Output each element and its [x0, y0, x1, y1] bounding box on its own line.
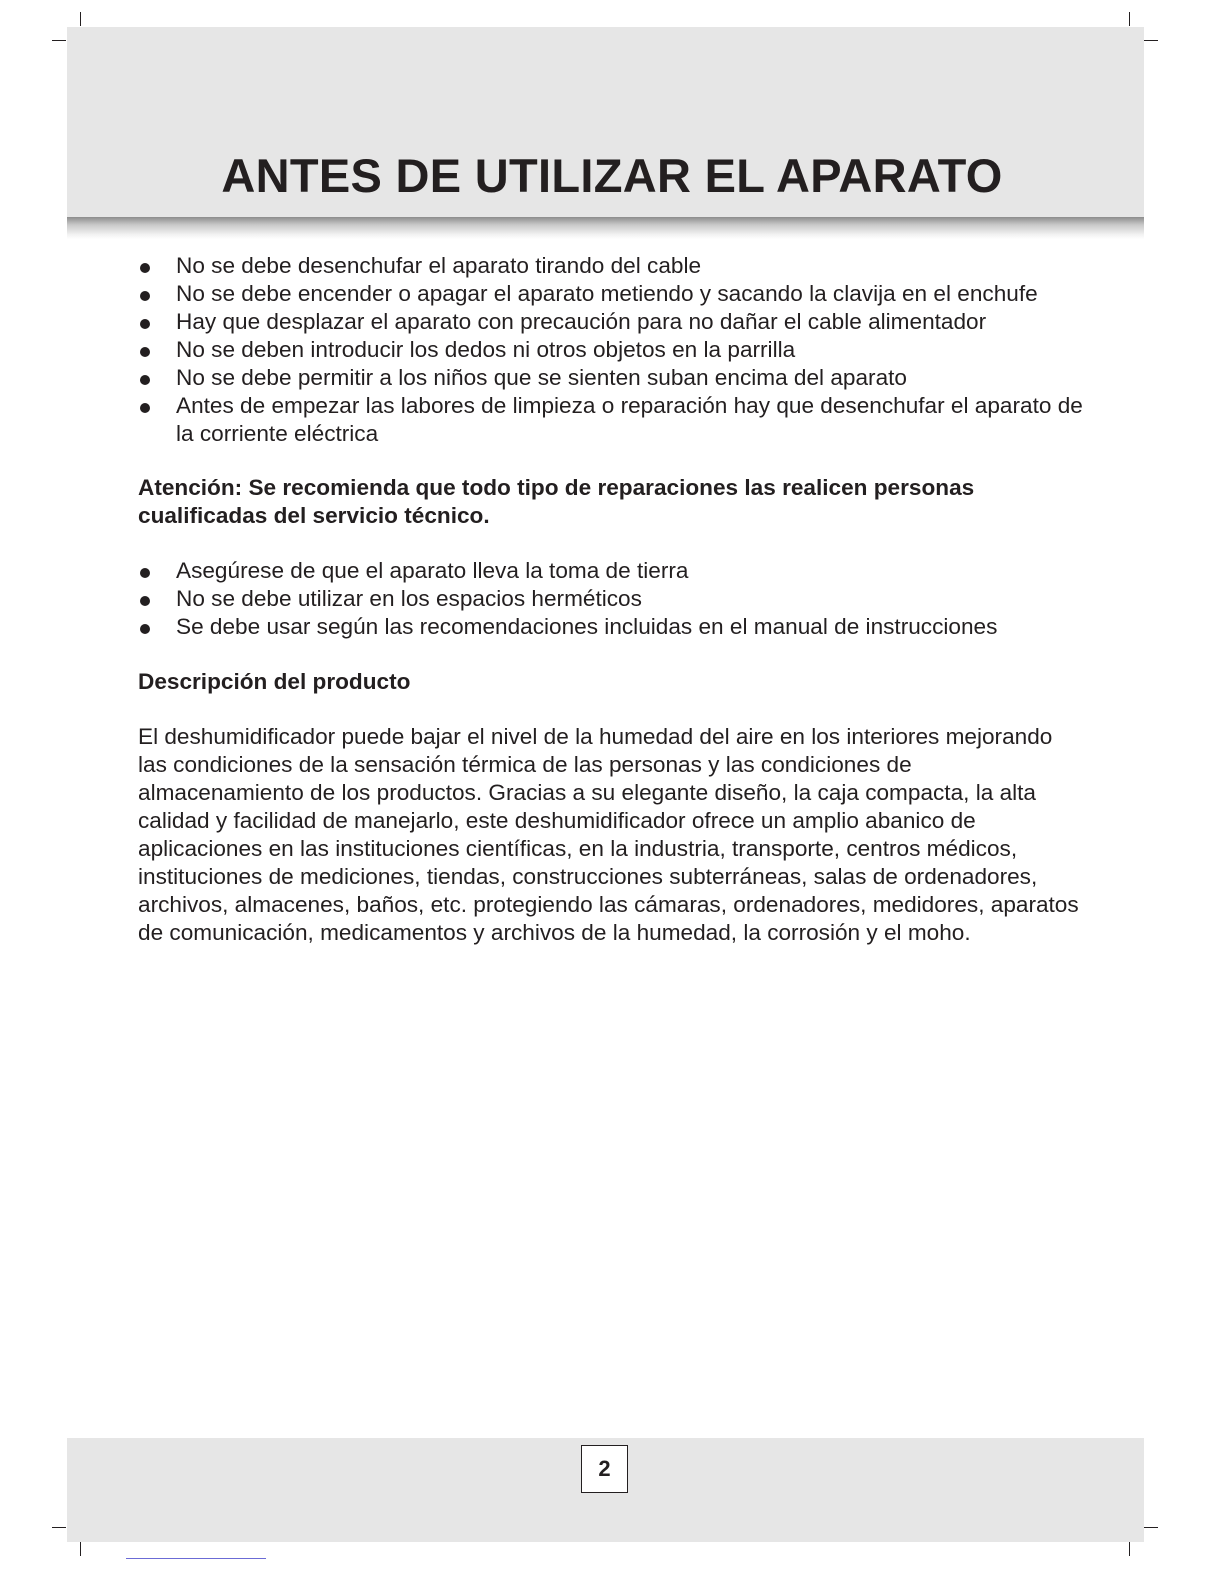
- bullet-icon: [140, 568, 150, 578]
- list-item: [138, 252, 1083, 280]
- list-item-text: Hay que desplazar el aparato con precaución para no dañar el cable alimentador: [176, 309, 987, 334]
- list-item: [138, 557, 1083, 585]
- list-item: [138, 336, 1083, 364]
- list-item-text: No se debe permitir a los niños que se sienten suban encima del aparato: [176, 365, 907, 390]
- list-item: [138, 364, 1083, 392]
- list-item-text: No se debe desenchufar el aparato tirando del cable: [176, 253, 702, 278]
- list-item: [138, 392, 1083, 448]
- bullet-icon: [140, 403, 150, 413]
- crop-mark-top-left-horizontal: [52, 40, 66, 41]
- bullet-icon: [140, 624, 150, 634]
- warning-text: Atención: Se recomienda que todo tipo de reparaciones las realicen personas cualificadas del servicio técnico.: [138, 475, 975, 528]
- header-shadow: [67, 217, 1144, 239]
- page-title: ANTES DE UTILIZAR EL APARATO: [221, 149, 1003, 202]
- list-item-text: Antes de empezar las labores de limpieza o reparación hay que desenchufar el aparato de la corriente eléctrica: [176, 393, 1083, 446]
- safety-list: [138, 252, 1083, 448]
- crop-mark-bottom-left-vertical: [80, 1542, 81, 1556]
- crop-mark-top-left-vertical: [80, 12, 81, 26]
- bullet-icon: [140, 319, 150, 329]
- crop-mark-top-right-horizontal: [1144, 40, 1158, 41]
- list-item-text: Se debe usar según las recomendaciones incluidas en el manual de instrucciones: [176, 614, 998, 639]
- crop-mark-bottom-right-vertical: [1129, 1542, 1130, 1556]
- list-item: [138, 585, 1083, 613]
- list-item: [138, 613, 1083, 641]
- list-item-text: No se deben introducir los dedos ni otros objetos en la parrilla: [176, 337, 796, 362]
- crop-mark-bottom-right-horizontal: [1144, 1527, 1158, 1528]
- list-item: [138, 280, 1083, 308]
- bullet-icon: [140, 263, 150, 273]
- bullet-icon: [140, 347, 150, 357]
- bullet-icon: [140, 291, 150, 301]
- bullet-icon: [140, 375, 150, 385]
- list-item-text: Asegúrese de que el aparato lleva la toma de tierra: [176, 558, 689, 583]
- list-item-text: No se debe utilizar en los espacios herméticos: [176, 586, 642, 611]
- crop-mark-bottom-left-horizontal: [52, 1527, 66, 1528]
- description-paragraph: El deshumidificador puede bajar el nivel de la humedad del aire en los interiores mejorando las condiciones de la sensación térmica de las personas y las condiciones de almacenamiento de los productos. Gracias a su elegante diseño, la caja compacta, la alta calidad y facilidad de manejarlo, este deshumidificador ofrece un amplio abanico de aplicaciones en las instituciones científicas, en la industria, transporte, centros médicos, instituciones de mediciones, tiendas, construcciones subterráneas, salas de ordenadores, archivos, almacenes, baños, etc. protegiendo las cámaras, ordenadores, medidores, aparatos de comunicación, medicamentos y archivos de la humedad, la corrosión y el moho.: [138, 724, 1079, 945]
- install-list: [138, 557, 1083, 641]
- main-content: [138, 252, 1083, 947]
- bullet-icon: [140, 596, 150, 606]
- list-item: [138, 308, 1083, 336]
- section-heading: Descripción del producto: [138, 669, 411, 694]
- page-number: 2: [581, 1445, 628, 1493]
- crop-mark-top-right-vertical: [1129, 12, 1130, 26]
- list-item-text: No se debe encender o apagar el aparato metiendo y sacando la clavija en el enchufe: [176, 281, 1038, 306]
- footer-underline-mark: [126, 1558, 266, 1559]
